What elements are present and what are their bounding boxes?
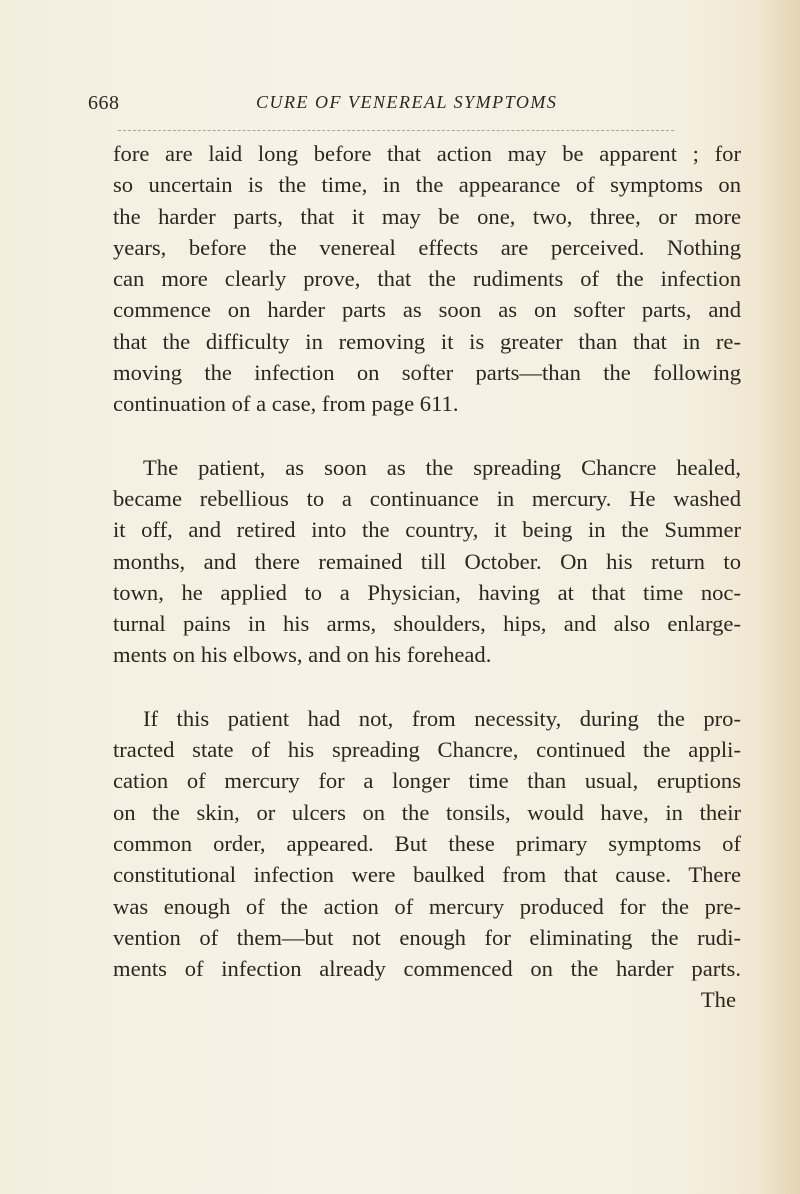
text-line: it off, and retired into the country, it being in the Summer: [113, 517, 741, 543]
text-line: ments on his elbows, and on his forehead.: [113, 642, 492, 668]
text-line: vention of them—but not enough for eliminating the rudi-: [113, 924, 741, 950]
text-line: moving the infection on softer parts—than the following: [113, 360, 741, 386]
paragraph: [113, 703, 741, 985]
page-edge-shadow: [760, 0, 800, 1194]
paragraph-gap: [113, 420, 741, 452]
text-line: so uncertain is the time, in the appearance of symptoms on: [113, 172, 741, 198]
catchword: The: [700, 987, 736, 1013]
text-line: commence on harder parts as soon as on softer parts, and: [113, 297, 741, 323]
text-line: cation of mercury for a longer time than usual, eruptions: [113, 768, 741, 794]
text-line: turnal pains in his arms, shoulders, hips, and also enlarge-: [113, 611, 741, 637]
text-line: If this patient had not, from necessity, during the pro-: [143, 705, 741, 731]
paragraph: [113, 452, 741, 671]
text-line: tracted state of his spreading Chancre, continued the appli-: [113, 737, 741, 763]
text-line: months, and there remained till October. On his return to: [113, 548, 741, 574]
text-line: was enough of the action of mercury produced for the pre-: [113, 893, 741, 919]
text-line: years, before the venereal effects are perceived. Nothing: [113, 234, 741, 260]
running-head: CURE OF VENEREAL SYMPTOMS: [256, 92, 558, 112]
page-header: [88, 92, 728, 120]
text-line: town, he applied to a Physician, having at that time noc-: [113, 579, 741, 605]
header-rule: [118, 130, 674, 131]
text-line: can more clearly prove, that the rudiments of the infection: [113, 266, 741, 292]
text-line: the harder parts, that it may be one, two, three, or more: [113, 203, 741, 229]
text-line: that the difficulty in removing it is greater than that in re-: [113, 328, 741, 354]
body-text: [113, 138, 741, 1016]
page-number: 668: [88, 92, 120, 114]
text-line: common order, appeared. But these primary symptoms of: [113, 830, 741, 856]
text-line: continuation of a case, from page 611.: [113, 391, 459, 417]
text-line: constitutional infection were baulked from that cause. There: [113, 862, 741, 888]
text-line: The patient, as soon as the spreading Chancre healed,: [143, 454, 741, 480]
text-line: became rebellious to a continuance in mercury. He washed: [113, 485, 741, 511]
text-line: ments of infection already commenced on the harder parts.: [113, 956, 741, 982]
paragraph-gap: [113, 671, 741, 703]
text-line: fore are laid long before that action may be apparent ; for: [113, 141, 741, 166]
text-line: on the skin, or ulcers on the tonsils, would have, in their: [113, 799, 741, 825]
paragraph: [113, 138, 741, 420]
